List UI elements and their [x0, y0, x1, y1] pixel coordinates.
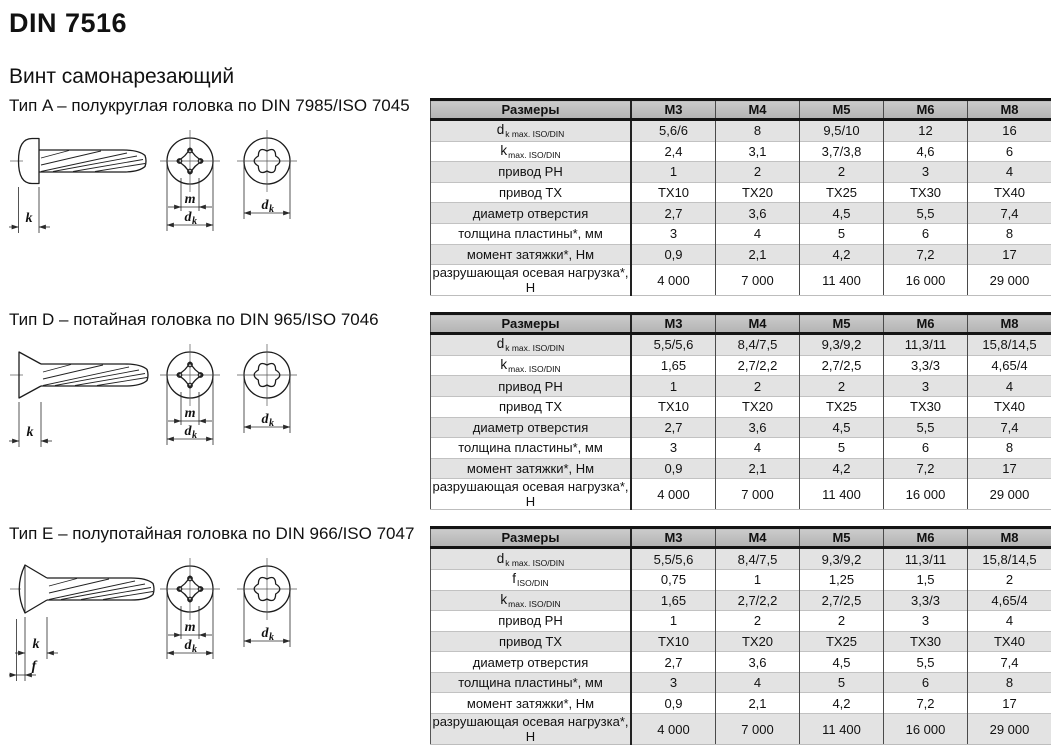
column-header-size: M8 [968, 100, 1052, 120]
raised-countersunk-head-side-view [19, 565, 47, 613]
value-cell: 4,5 [800, 652, 884, 673]
value-cell: 5,5 [884, 203, 968, 224]
row-label: $k_{max. ISO/DIN}$ [431, 590, 632, 611]
row-label: привод TX [431, 396, 632, 417]
document-page [0, 8, 1053, 745]
value-cell: 4 [716, 223, 800, 244]
row-label: $k_{max. ISO/DIN}$ [431, 141, 632, 162]
value-cell: 2 [716, 162, 800, 183]
value-cell: 8,4/7,5 [716, 548, 800, 570]
row-label: толщина пластины*, мм [431, 223, 632, 244]
value-cell: 2,7/2,5 [800, 590, 884, 611]
value-cell: 7,2 [884, 244, 968, 265]
value-cell: 4,2 [800, 458, 884, 479]
value-cell: 4 000 [631, 479, 716, 510]
value-cell: 11 400 [800, 479, 884, 510]
value-cell: 9,5/10 [800, 120, 884, 142]
column-header-size: M8 [968, 528, 1052, 548]
value-cell: 3,3/3 [884, 355, 968, 376]
value-cell: 7,4 [968, 203, 1052, 224]
value-cell: 1 [631, 611, 716, 632]
dim-label-k: k [26, 425, 34, 441]
table-row [431, 120, 1052, 142]
value-cell: 8 [968, 223, 1052, 244]
value-cell: 7 000 [716, 479, 800, 510]
value-cell: 4 000 [631, 714, 716, 745]
value-cell: 8,4/7,5 [716, 334, 800, 356]
table-row [431, 714, 1052, 745]
row-label: привод PH [431, 162, 632, 183]
value-cell: 5,5/5,6 [631, 334, 716, 356]
table-row [431, 244, 1052, 265]
value-cell: 29 000 [968, 479, 1052, 510]
value-cell: 11,3/11 [884, 548, 968, 570]
value-cell: 15,8/14,5 [968, 334, 1052, 356]
section-heading: Тип D – потайная головка по DIN 965/ISO 7046 [9, 310, 379, 330]
column-header-size: M4 [716, 528, 800, 548]
value-cell: TX40 [968, 182, 1052, 203]
table-row [431, 569, 1052, 590]
parameters-table-type-a [430, 98, 1051, 296]
value-cell: 3,1 [716, 141, 800, 162]
column-header-size: M4 [716, 314, 800, 334]
value-cell: 17 [968, 693, 1052, 714]
value-cell: 5,5 [884, 652, 968, 673]
column-header-size: M4 [716, 100, 800, 120]
value-cell: 3,3/3 [884, 590, 968, 611]
value-cell: 12 [884, 120, 968, 142]
value-cell: 4 [716, 438, 800, 459]
table-row [431, 458, 1052, 479]
value-cell: 5,6/6 [631, 120, 716, 142]
row-label: диаметр отверстия [431, 203, 632, 224]
value-cell: 5 [800, 438, 884, 459]
value-cell: 8 [968, 438, 1052, 459]
value-cell: 4,2 [800, 244, 884, 265]
value-cell: 7,2 [884, 693, 968, 714]
row-label: $d_{k max. ISO/DIN}$ [431, 548, 632, 570]
table-row [431, 631, 1052, 652]
value-cell: 2,1 [716, 693, 800, 714]
table-row [431, 438, 1052, 459]
value-cell: 7 000 [716, 714, 800, 745]
value-cell: TX25 [800, 396, 884, 417]
table-row [431, 182, 1052, 203]
value-cell: 1 [631, 376, 716, 397]
value-cell: 2,7 [631, 417, 716, 438]
table-row [431, 265, 1052, 296]
value-cell: 0,9 [631, 244, 716, 265]
value-cell: 1 [716, 569, 800, 590]
value-cell: 3,6 [716, 203, 800, 224]
row-label: толщина пластины*, мм [431, 438, 632, 459]
column-header-size: M8 [968, 314, 1052, 334]
table-header-row [431, 314, 1052, 334]
section-type-e [0, 523, 1053, 745]
value-cell: 2,1 [716, 244, 800, 265]
row-label: привод TX [431, 631, 632, 652]
column-header-size: M3 [631, 100, 716, 120]
value-cell: TX30 [884, 631, 968, 652]
dim-label-k: k [25, 211, 33, 226]
row-label: привод PH [431, 611, 632, 632]
row-label: момент затяжки*, Нм [431, 244, 632, 265]
row-label: разрушающая осевая нагрузка*, Н [431, 714, 632, 745]
value-cell: 4,65/4 [968, 355, 1052, 376]
table-row [431, 203, 1052, 224]
dim-label-f: f [31, 659, 37, 675]
column-header-dimensions: Размеры [431, 528, 632, 548]
value-cell: 2,7 [631, 652, 716, 673]
value-cell: 2,7 [631, 203, 716, 224]
section-heading: Тип E – полупотайная головка по DIN 966/ISO 7047 [9, 524, 415, 544]
row-label: $d_{k max. ISO/DIN}$ [431, 334, 632, 356]
value-cell: 11,3/11 [884, 334, 968, 356]
value-cell: 4,6 [884, 141, 968, 162]
value-cell: 6 [884, 223, 968, 244]
table-row [431, 334, 1052, 356]
table-row [431, 672, 1052, 693]
value-cell: 0,9 [631, 458, 716, 479]
value-cell: TX20 [716, 182, 800, 203]
table-row [431, 693, 1052, 714]
row-label: привод TX [431, 182, 632, 203]
value-cell: 16 [968, 120, 1052, 142]
value-cell: 1,25 [800, 569, 884, 590]
value-cell: 7,4 [968, 652, 1052, 673]
value-cell: 16 000 [884, 479, 968, 510]
value-cell: 4,2 [800, 693, 884, 714]
value-cell: 2,1 [716, 458, 800, 479]
value-cell: 8 [968, 672, 1052, 693]
value-cell: 2,7/2,5 [800, 355, 884, 376]
value-cell: 2,7/2,2 [716, 590, 800, 611]
value-cell: 5,5/5,6 [631, 548, 716, 570]
value-cell: 4,5 [800, 203, 884, 224]
table-row [431, 162, 1052, 183]
value-cell: 4 [716, 672, 800, 693]
value-cell: 4 [968, 162, 1052, 183]
value-cell: TX25 [800, 631, 884, 652]
value-cell: 3,6 [716, 652, 800, 673]
value-cell: 4 [968, 611, 1052, 632]
value-cell: 5 [800, 672, 884, 693]
table-row [431, 355, 1052, 376]
column-header-size: M6 [884, 528, 968, 548]
value-cell: 2,7/2,2 [716, 355, 800, 376]
row-label: толщина пластины*, мм [431, 672, 632, 693]
value-cell: 2,4 [631, 141, 716, 162]
value-cell: 2 [800, 162, 884, 183]
value-cell: 6 [884, 672, 968, 693]
screw-drawing-type-e [9, 555, 425, 707]
value-cell: 3 [884, 611, 968, 632]
column-header-size: M6 [884, 100, 968, 120]
row-label: разрушающая осевая нагрузка*, Н [431, 265, 632, 296]
value-cell: 0,9 [631, 693, 716, 714]
row-label: $k_{max. ISO/DIN}$ [431, 355, 632, 376]
value-cell: 3 [631, 672, 716, 693]
value-cell: 7,2 [884, 458, 968, 479]
column-header-size: M3 [631, 314, 716, 334]
value-cell: 5,5 [884, 417, 968, 438]
value-cell: 3,7/3,8 [800, 141, 884, 162]
section-type-a [0, 95, 1053, 296]
value-cell: 7,4 [968, 417, 1052, 438]
value-cell: 1,65 [631, 355, 716, 376]
column-header-size: M6 [884, 314, 968, 334]
parameters-table-type-e [430, 526, 1051, 745]
value-cell: 6 [968, 141, 1052, 162]
column-header-size: M5 [800, 100, 884, 120]
value-cell: TX20 [716, 396, 800, 417]
value-cell: TX10 [631, 396, 716, 417]
row-label: $d_{k max. ISO/DIN}$ [431, 120, 632, 142]
screw-drawing-type-d [9, 341, 425, 471]
section-heading: Тип A – полукруглая головка по DIN 7985/ISO 7045 [9, 96, 410, 115]
table-row [431, 479, 1052, 510]
value-cell: 17 [968, 244, 1052, 265]
column-header-dimensions: Размеры [431, 100, 632, 120]
value-cell: 2 [800, 611, 884, 632]
row-label: момент затяжки*, Нм [431, 693, 632, 714]
dim-label-k: k [32, 637, 40, 653]
value-cell: 9,3/9,2 [800, 548, 884, 570]
value-cell: 29 000 [968, 265, 1052, 296]
value-cell: TX30 [884, 182, 968, 203]
value-cell: 16 000 [884, 714, 968, 745]
column-header-size: M5 [800, 314, 884, 334]
page-title: DIN 7516 [9, 8, 128, 38]
value-cell: 1,5 [884, 569, 968, 590]
value-cell: 17 [968, 458, 1052, 479]
column-header-dimensions: Размеры [431, 314, 632, 334]
value-cell: 1 [631, 162, 716, 183]
value-cell: 11 400 [800, 714, 884, 745]
row-label: диаметр отверстия [431, 652, 632, 673]
value-cell: 1,65 [631, 590, 716, 611]
value-cell: 7 000 [716, 265, 800, 296]
table-header-row [431, 528, 1052, 548]
value-cell: 3 [631, 438, 716, 459]
row-label: диаметр отверстия [431, 417, 632, 438]
row-label: $f_{ISO/DIN}$ [431, 569, 632, 590]
table-header-row [431, 100, 1052, 120]
value-cell: TX20 [716, 631, 800, 652]
value-cell: 2 [968, 569, 1052, 590]
parameters-table-type-d [430, 312, 1051, 510]
row-label: разрушающая осевая нагрузка*, Н [431, 479, 632, 510]
table-row [431, 590, 1052, 611]
value-cell: 0,75 [631, 569, 716, 590]
value-cell: 5 [800, 223, 884, 244]
table-row [431, 652, 1052, 673]
value-cell: 9,3/9,2 [800, 334, 884, 356]
table-row [431, 611, 1052, 632]
value-cell: 3,6 [716, 417, 800, 438]
value-cell: 6 [884, 438, 968, 459]
table-row [431, 376, 1052, 397]
value-cell: 4,65/4 [968, 590, 1052, 611]
value-cell: TX10 [631, 182, 716, 203]
value-cell: TX40 [968, 396, 1052, 417]
value-cell: 11 400 [800, 265, 884, 296]
section-type-d [0, 309, 1053, 510]
screw-drawing-type-a [9, 127, 425, 257]
table-row [431, 396, 1052, 417]
value-cell: 3 [884, 162, 968, 183]
value-cell: TX30 [884, 396, 968, 417]
table-row [431, 141, 1052, 162]
table-row [431, 417, 1052, 438]
column-header-size: M5 [800, 528, 884, 548]
table-row [431, 223, 1052, 244]
value-cell: 29 000 [968, 714, 1052, 745]
value-cell: 4,5 [800, 417, 884, 438]
value-cell: 4 000 [631, 265, 716, 296]
value-cell: 16 000 [884, 265, 968, 296]
value-cell: 2 [800, 376, 884, 397]
value-cell: 4 [968, 376, 1052, 397]
table-row [431, 548, 1052, 570]
row-label: привод PH [431, 376, 632, 397]
value-cell: 2 [716, 376, 800, 397]
value-cell: 8 [716, 120, 800, 142]
value-cell: 15,8/14,5 [968, 548, 1052, 570]
row-label: момент затяжки*, Нм [431, 458, 632, 479]
value-cell: TX10 [631, 631, 716, 652]
value-cell: TX40 [968, 631, 1052, 652]
value-cell: TX25 [800, 182, 884, 203]
value-cell: 3 [884, 376, 968, 397]
value-cell: 3 [631, 223, 716, 244]
page-subtitle: Винт самонарезающий [9, 65, 235, 88]
value-cell: 2 [716, 611, 800, 632]
column-header-size: M3 [631, 528, 716, 548]
